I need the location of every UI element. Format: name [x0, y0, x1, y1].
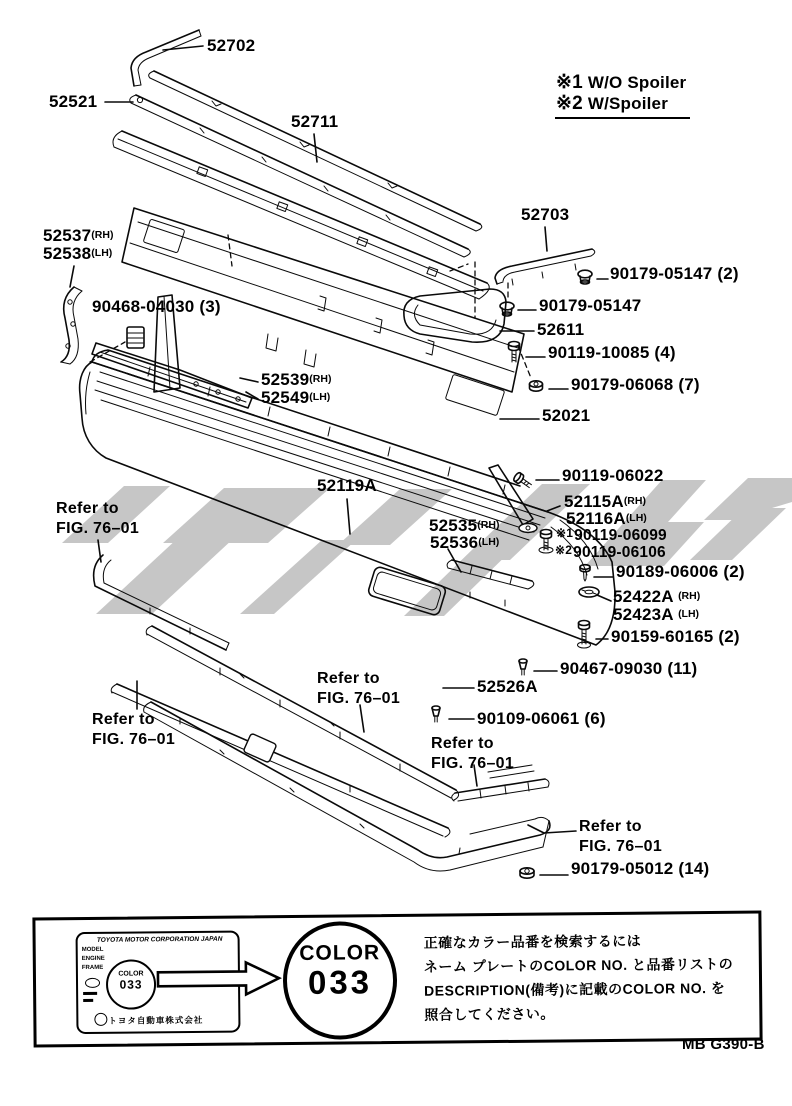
color-reference-box — [32, 911, 762, 1048]
instruction-line-2: ネーム プレートのCOLOR NO. と品番リストの — [423, 955, 734, 975]
color-badge — [282, 921, 397, 1040]
part-label-90179-05147-qty: 90179-05147 (2) — [610, 264, 739, 283]
refer-note-mid: Refer to FIG. 76–01 — [317, 670, 401, 707]
part-52711-reinforcement-strip — [113, 131, 489, 299]
color-badge-value: 033 — [307, 963, 373, 1001]
legend-row-1: ※1 W/O Spoiler — [556, 72, 687, 93]
part-label-90189-06006: 90189-06006 (2) — [616, 562, 745, 581]
part-label-52702: 52702 — [207, 36, 256, 55]
plate-color-value: 033 — [119, 977, 143, 992]
plate-color-label: COLOR — [118, 970, 144, 978]
part-label-90119-06099: ※190119-06099 — [556, 526, 667, 544]
part-label-90467-09030: 90467-09030 (11) — [560, 659, 698, 678]
part-label-90179-05012: 90179-05012 (14) — [571, 859, 710, 878]
part-label-52611: 52611 — [537, 320, 585, 339]
instruction-line-1: 正確なカラー品番を検索するには — [423, 932, 642, 951]
plate-field-model: MODEL — [81, 946, 104, 954]
part-label-52539: $52539^{(RH)}$ — [261, 370, 332, 389]
bolt-90119-06022-icon — [513, 472, 534, 491]
bolt-90159-60165-icon — [578, 621, 591, 649]
part-label-90119-10085: 90119-10085 (4) — [548, 343, 676, 362]
clip-90109-06061-icon — [432, 706, 440, 722]
refer-note-upper-left: Refer to FIG. 76–01 — [56, 500, 140, 537]
part-label-52422A: 52422A $^{(RH)}$ — [613, 587, 701, 606]
spoiler-legend — [555, 72, 690, 119]
screw-90189-06006-icon — [580, 565, 590, 581]
nut-90179-06068-icon — [530, 381, 543, 391]
part-label-52538: $52538^{(LH)}$ — [43, 244, 113, 263]
part-label-52115A: $52115A^{(RH)}$ — [564, 492, 646, 511]
grommet-90179-05147-qty-icon — [578, 270, 592, 284]
nut-90179-05012-icon — [520, 868, 534, 878]
part-label-90179-05147: 90179-05147 — [539, 296, 642, 315]
part-lower-strip-mid — [146, 626, 458, 800]
instruction-line-3: DESCRIPTION(備考)に記載のCOLOR NO. を — [424, 979, 726, 999]
plate-company-name: トヨタ自動車株式会社 — [108, 1014, 204, 1026]
refer-note-mid-lower: Refer to FIG. 76–01 — [431, 735, 515, 772]
plate-field-engine: ENGINE — [81, 955, 105, 963]
part-label-52536: $52536^{(LH)}$ — [430, 533, 500, 552]
clip-90467-09030-icon — [519, 659, 527, 675]
color-lookup-instructions — [424, 928, 755, 1027]
instruction-line-4: 照合してください。 — [424, 1005, 555, 1023]
part-label-52703: 52703 — [521, 205, 570, 224]
color-badge-label: COLOR — [299, 941, 381, 965]
plate-field-frame: FRAME — [81, 964, 104, 972]
part-label-90159-60165: 90159-60165 (2) — [611, 627, 740, 646]
bolt-90119-10085-icon — [509, 342, 520, 363]
part-label-52711: 52711 — [291, 112, 339, 131]
bolt-90119-06099-icon — [539, 530, 553, 554]
refer-note-bottom-right: Refer to FIG. 76–01 — [579, 818, 663, 855]
part-label-52535: $52535^{(RH)}$ — [429, 516, 500, 535]
part-52702-moulding — [131, 30, 201, 86]
grommet-90179-05147-icon — [500, 302, 514, 316]
pad-52422A-icon — [579, 587, 599, 597]
part-label-52116A: $52116A^{(LH)}$ — [566, 509, 647, 528]
part-label-90119-06106: ※290119-06106 — [555, 543, 666, 561]
part-52537-bracket — [61, 287, 82, 364]
part-label-52537: $52537^{(RH)}$ — [43, 226, 114, 245]
screw-grommet-90468-icon — [127, 327, 144, 348]
part-label-90179-06068: 90179-06068 (7) — [571, 375, 700, 394]
part-label-52119A: 52119A — [317, 476, 377, 495]
part-label-90468-04030: 90468-04030 (3) — [92, 297, 221, 316]
doc-code: MB G390-B — [682, 1036, 765, 1053]
part-label-52526A: 52526A — [477, 677, 538, 696]
legend-row-2: ※2 W/Spoiler — [556, 93, 669, 114]
part-label-52521: 52521 — [49, 92, 98, 111]
refer-note-lower-left: Refer to FIG. 76–01 — [92, 711, 176, 748]
part-label-90109-06061: 90109-06061 (6) — [477, 709, 606, 728]
part-label-52021: 52021 — [542, 406, 591, 425]
part-label-90119-06022: 90119-06022 — [562, 466, 664, 485]
plate-header: TOYOTA MOTOR CORPORATION JAPAN — [96, 935, 223, 944]
part-label-52549: $52549^{(LH)}$ — [261, 388, 331, 407]
part-label-52423A: 52423A $^{(LH)}$ — [613, 605, 700, 624]
